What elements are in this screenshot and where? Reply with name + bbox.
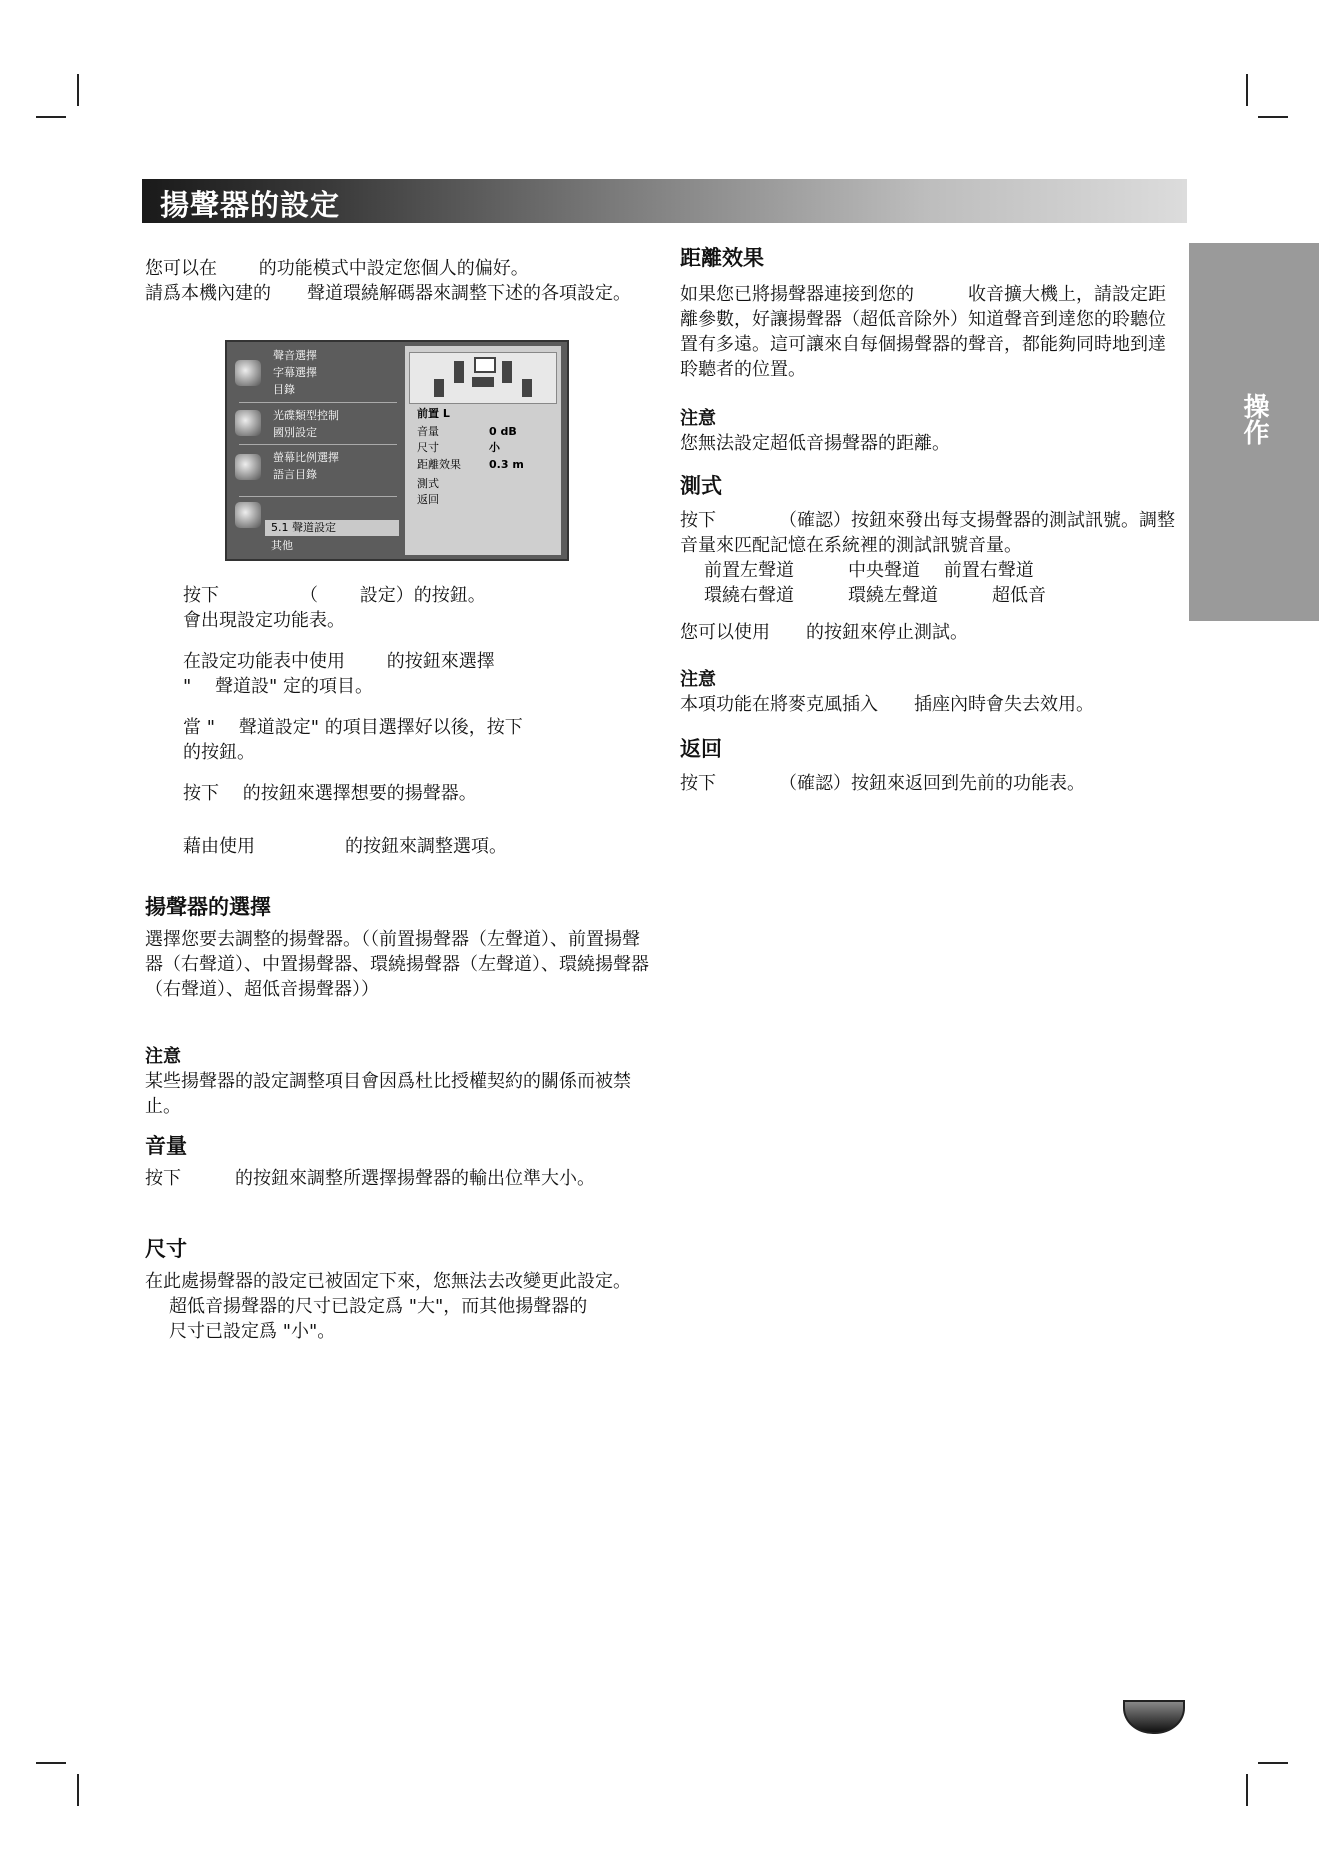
section-heading: 測式 — [680, 474, 722, 498]
lock-icon — [235, 410, 261, 436]
note-heading: 注意 — [145, 1046, 181, 1067]
setting-row — [417, 476, 557, 492]
size-section — [145, 1235, 650, 1344]
crop-mark — [36, 116, 66, 118]
steps-list — [183, 583, 623, 859]
setting-value: 小 — [489, 441, 500, 454]
section-body: 如果您已將揚聲器連接到您的 收音擴大機上，請設定距離參數，好讓揚聲器（超低音除外）知道聲音到達您的聆聽位置有多遠。這可讓來自每個揚聲器的聲音，都能夠同時地到達聆聽者的位置。 — [680, 284, 1166, 380]
page-title: 揚聲器的設定 — [160, 188, 341, 222]
section-heading: 音量 — [145, 1134, 187, 1158]
crop-mark — [1258, 116, 1288, 118]
setting-value: 0.3 m — [489, 458, 524, 471]
bullet-text: 尺寸已設定爲 "小"。 — [169, 1321, 336, 1342]
section-heading: 尺寸 — [145, 1237, 187, 1261]
speaker-select-section — [145, 893, 650, 1119]
divider — [239, 496, 397, 497]
crop-mark — [1258, 1762, 1288, 1764]
intro-text — [145, 256, 650, 306]
volume-section — [145, 1132, 650, 1191]
section-header — [142, 179, 1187, 223]
setup-menu-illustration — [225, 340, 569, 561]
setting-label: 測式 — [417, 477, 439, 490]
section-body: 在此處揚聲器的設定已被固定下來，您無法去改變更此設定。 — [145, 1271, 631, 1292]
section-body: 按下 的按鈕來調整所選擇揚聲器的輸出位準大小。 — [145, 1168, 595, 1189]
divider — [239, 402, 397, 403]
divider — [239, 444, 397, 445]
note-body: 本項功能在將麥克風插入 插座內時會失去效用。 — [680, 694, 1094, 715]
distance-section — [680, 244, 1180, 456]
side-tab-label: 操作 — [1239, 393, 1269, 445]
section-body: 您可以使用 的按鈕來停止測試。 — [680, 622, 968, 643]
setting-label: 尺寸 — [417, 441, 439, 454]
menu-item: 聲音選擇 — [273, 349, 317, 362]
note-body: 您無法設定超低音揚聲器的距離。 — [680, 433, 950, 454]
setting-row — [417, 457, 557, 473]
audio-icon — [235, 360, 261, 386]
speaker-diagram-icon — [409, 352, 557, 404]
intro-line: 請爲本機內建的 聲道環繞解碼器來調整下述的各項設定。 — [145, 283, 631, 304]
return-section — [680, 735, 1180, 796]
section-heading: 返回 — [680, 737, 722, 761]
menu-item: 目錄 — [273, 383, 295, 396]
menu-left-pane — [231, 346, 399, 555]
menu-item: 螢幕比例選擇 — [273, 451, 339, 464]
menu-right-pane — [405, 346, 561, 555]
test-section — [680, 472, 1180, 717]
crop-mark — [77, 74, 79, 106]
step-text: 當 " 聲道設定" 的項目選擇好以後，按下 — [183, 717, 523, 738]
step-text: 在設定功能表中使用 的按鈕來選擇 — [183, 651, 495, 672]
setting-row — [417, 492, 557, 508]
step-text: 藉由使用 的按鈕來調整選項。 — [183, 836, 507, 857]
menu-item: 國別設定 — [273, 426, 317, 439]
note-heading: 注意 — [680, 408, 716, 429]
setting-row — [417, 440, 557, 456]
setting-label: 返回 — [417, 493, 439, 506]
intro-line: 您可以在 的功能模式中設定您個人的偏好。 — [145, 258, 529, 279]
section-heading: 距離效果 — [680, 246, 764, 270]
bullet-text: 超低音揚聲器的尺寸已設定爲 "大"，而其他揚聲器的 — [169, 1296, 588, 1317]
setting-row — [417, 424, 557, 440]
crop-mark — [77, 1774, 79, 1806]
menu-item: 字幕選擇 — [273, 366, 317, 379]
crop-mark — [1246, 74, 1248, 106]
step-text: 會出現設定功能表。 — [183, 610, 345, 631]
note-body: 某些揚聲器的設定調整項目會因爲杜比授權契約的關係而被禁止。 — [145, 1071, 631, 1117]
step-text: 按下 （ 設定）的按鈕。 — [183, 585, 486, 606]
sequence-text: 環繞右聲道 環繞左聲道 超低音 — [704, 585, 1046, 606]
others-icon — [235, 502, 261, 528]
section-body: 按下 （確認）按鈕來發出每支揚聲器的測試訊號。調整音量來匹配記憶在系統裡的測試訊號音量。 — [680, 510, 1175, 556]
step-text: " 聲道設" 定的項目。 — [183, 676, 374, 697]
section-body: 選擇您要去調整的揚聲器。（（前置揚聲器（左聲道）、前置揚聲器（右聲道）、中置揚聲器、環繞揚聲器（左聲道）、環繞揚聲器（右聲道）、超低音揚聲器）） — [145, 929, 649, 1000]
crop-mark — [1246, 1774, 1248, 1806]
tv-icon — [235, 454, 261, 480]
menu-item: 其他 — [271, 539, 293, 552]
menu-item: 光碟類型控制 — [273, 409, 339, 422]
note-heading: 注意 — [680, 669, 716, 690]
section-body: 按下 （確認）按鈕來返回到先前的功能表。 — [680, 773, 1085, 794]
setting-row — [417, 406, 557, 422]
side-tab — [1189, 243, 1319, 621]
section-heading: 揚聲器的選擇 — [145, 895, 271, 919]
setting-label: 音量 — [417, 425, 439, 438]
step-text: 的按鈕。 — [183, 742, 255, 763]
menu-item-selected: 5.1 聲道設定 — [265, 520, 399, 536]
sequence-text: 前置左聲道 中央聲道 前置右聲道 — [704, 560, 1034, 581]
setting-label: 前置 L — [417, 407, 450, 420]
setting-label: 距離效果 — [417, 458, 461, 471]
crop-mark — [36, 1762, 66, 1764]
page-badge — [1123, 1700, 1185, 1734]
step-text: 按下 的按鈕來選擇想要的揚聲器。 — [183, 783, 477, 804]
menu-item: 語言目錄 — [273, 468, 317, 481]
setting-value: 0 dB — [489, 425, 517, 438]
